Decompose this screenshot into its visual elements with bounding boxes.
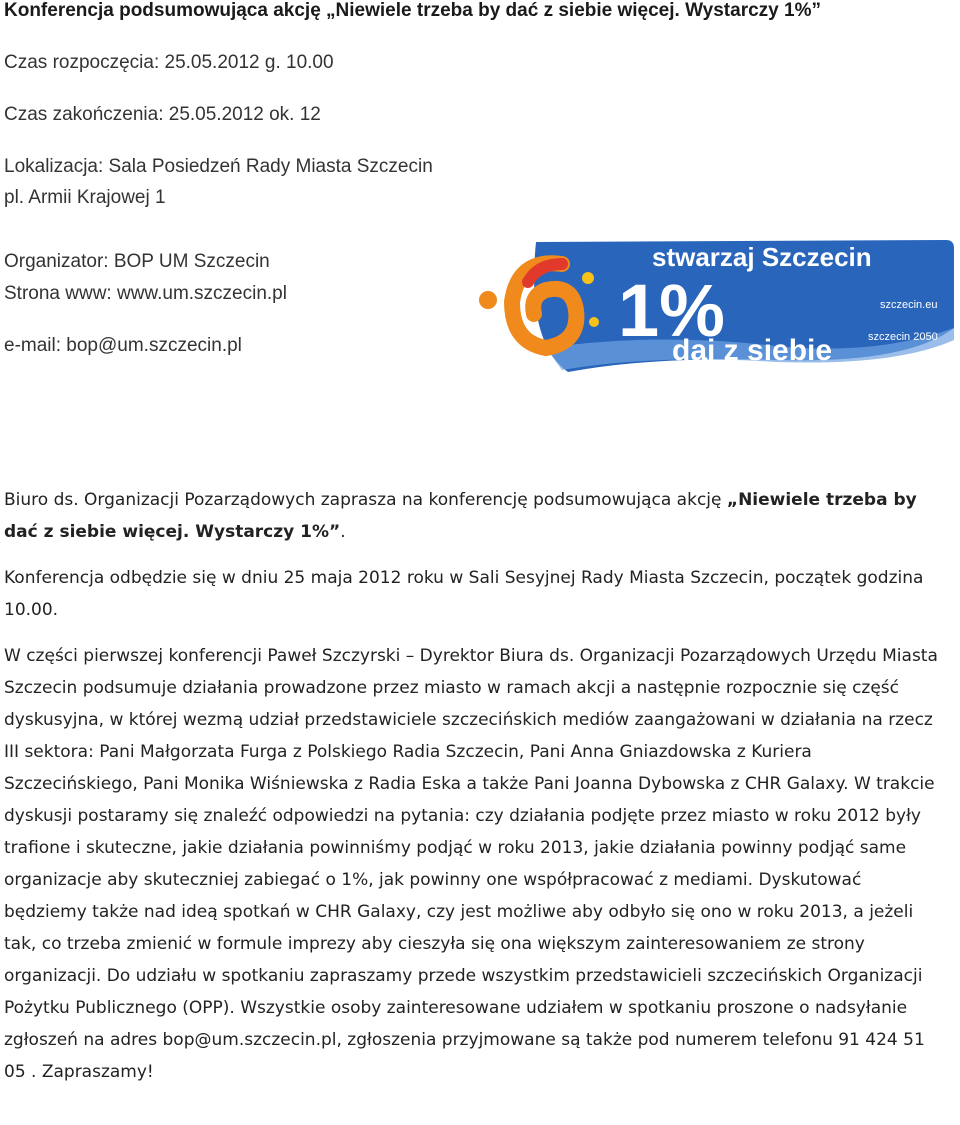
logo-big-text: 1% [618, 269, 725, 352]
logo-yellow-dot [582, 272, 594, 284]
organizer: Organizator: BOP UM Szczecin [4, 251, 270, 272]
campaign-name: „Niewiele trzeba by dać z siebie więcej. Wystarczy 1%” [4, 490, 917, 542]
logo-corner-top-text: szczecin.eu [880, 299, 938, 311]
website-label: Strona www: [4, 283, 112, 304]
location-line-1: Lokalizacja: Sala Posiedzeń Rady Miasta Szczecin [4, 156, 433, 177]
start-time: Czas rozpoczęcia: 25.05.2012 g. 10.00 [4, 52, 334, 73]
logo-corner-bottom-text: szczecin 2050 [868, 331, 938, 343]
article [4, 484, 944, 1102]
website-line [4, 283, 287, 305]
logo-orange-dot [479, 291, 497, 309]
website-link[interactable]: www.um.szczecin.pl [116, 283, 287, 304]
article-paragraph-invitation [4, 484, 944, 548]
logo-yellow-dot-2 [589, 317, 599, 327]
end-time: Czas zakończenia: 25.05.2012 ok. 12 [4, 104, 321, 125]
invitation-intro: Biuro ds. Organizacji Pozarządowych zaprasza na konferencję podsumowująca akcję [4, 490, 727, 510]
page-title: Konferencja podsumowująca akcję „Niewiele trzeba by dać z siebie więcej. Wystarczy 1%” [4, 0, 821, 21]
article-paragraph-agenda: W części pierwszej konferencji Paweł Szczyrski – Dyrektor Biura ds. Organizacji Pozarządowych Urzędu Miasta Szczecin podsumuje działania prowadzone przez miasto w ramach akcji a następnie rozpocznie się część dyskusyjna, w której wezmą udział przedstawiciele szczecińskich mediów zaangażowani w działania na rzecz III sektora: Pani Małgorzata Furga z Polskiego Radia Szczecin, Pani Anna Gniazdowska z Kuriera Szczecińskiego, Pani Monika Wiśniewska z Radia Eska a także Pani Joanna Dybowska z CHR Galaxy. W trakcie dyskusji postaramy się znaleźć odpowiedzi na pytania: czy działania podjęte przez miasto w roku 2012 były trafione i skuteczne, jakie działania powinniśmy podjąć w roku 2013, jakie działania powinny podjąć same organizacje aby skuteczniej zabiegać o 1%, jak powinny one współpracować z mediami. Dyskutować będziemy także nad ideą spotkań w CHR Galaxy, czy jest możliwe aby odbyło się ono w roku 2013, a jeżeli tak, co trzeba zmienić w formule imprezy aby cieszyła się ona większym zainteresowaniem ze strony organizacji. Do udziału w spotkaniu zapraszamy przede wszystkim przedstawicieli szczecińskich Organizacji Pożytku Publicznego (OPP). Wszystkie osoby zainteresowane udziałem w spotkaniu proszone o nadsyłanie zgłoszeń na adres bop@um.szczecin.pl, zgłoszenia przyjmowane są także pod numerem telefonu 91 424 51 05 . Zapraszamy! [4, 646, 938, 1082]
campaign-logo [476, 236, 956, 374]
logo-bottom-text: daj z siebie [672, 334, 833, 367]
email-link[interactable]: bop@um.szczecin.pl [66, 335, 242, 356]
logo-top-text: stwarzaj Szczecin [652, 242, 872, 272]
invitation-end: . [340, 522, 346, 542]
email-line [4, 335, 242, 357]
email-label: e-mail: [4, 335, 62, 356]
location-line-2: pl. Armii Krajowej 1 [4, 187, 166, 208]
article-paragraph-date: Konferencja odbędzie się w dniu 25 maja 2012 roku w Sali Sesyjnej Rady Miasta Szczecin, początek godzina 10.00. [4, 568, 924, 620]
